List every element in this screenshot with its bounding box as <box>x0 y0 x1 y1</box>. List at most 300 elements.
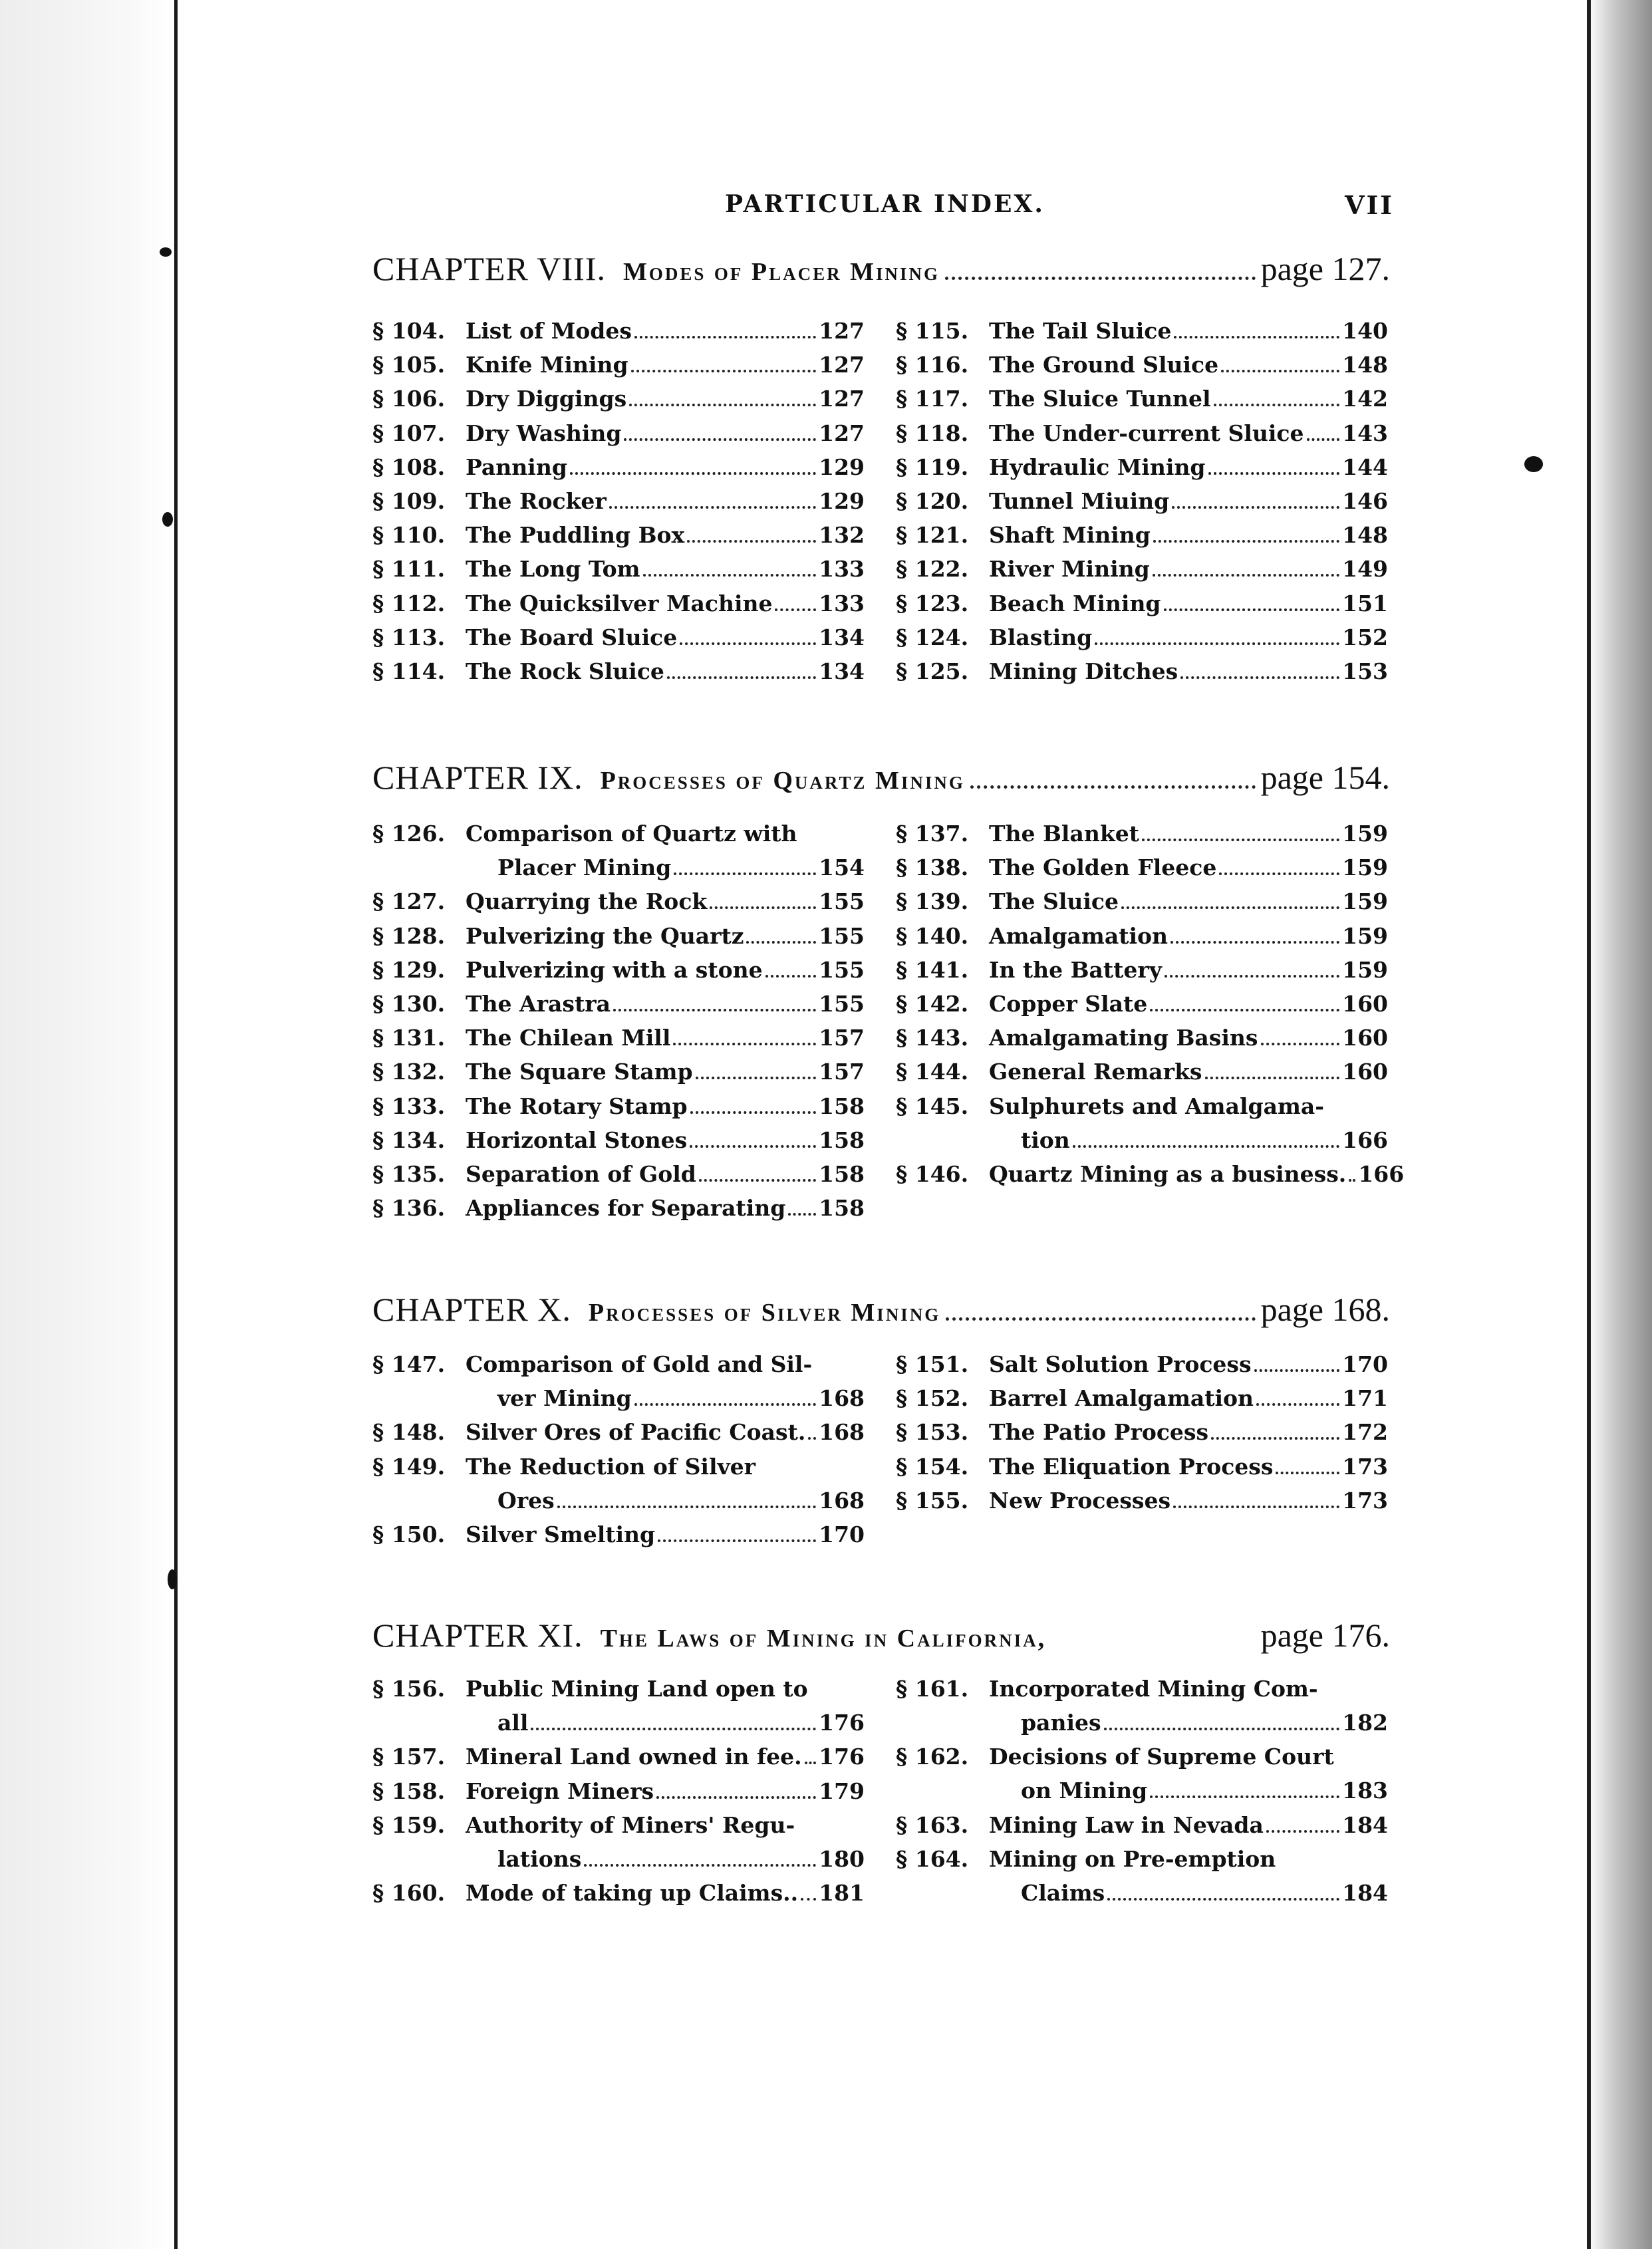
entry-title: The Puddling Box <box>466 522 685 549</box>
entry-body <box>989 923 1388 957</box>
entry-title: Shaft Mining <box>989 522 1151 549</box>
chapter-page-reference: page 176. <box>1260 1617 1390 1654</box>
chapter-label: CHAPTER IX. <box>372 759 583 796</box>
index-entry[interactable] <box>896 522 1388 556</box>
entry-title: The Patio Process <box>989 1419 1209 1446</box>
entry-body <box>466 1676 865 1744</box>
entry-line <box>466 591 865 624</box>
section-number: § 157. <box>372 1744 446 1770</box>
dot-leader <box>1221 370 1339 372</box>
entry-line <box>989 591 1388 624</box>
entry-title: Quartz Mining as a business. <box>989 1161 1347 1187</box>
index-entry[interactable] <box>896 386 1388 420</box>
entry-line <box>466 488 865 522</box>
entry-page-number: 166 <box>1358 1161 1405 1187</box>
entry-title: General Remarks <box>989 1059 1202 1085</box>
index-entry[interactable] <box>896 658 1388 692</box>
section-number: § 156. <box>372 1676 446 1702</box>
entry-page-number: 180 <box>819 1845 865 1872</box>
entry-page-number: 155 <box>819 888 865 915</box>
section-number: § 115. <box>896 318 969 344</box>
entry-page-number: 151 <box>1342 590 1388 616</box>
entry-page-number: 182 <box>1342 1710 1388 1736</box>
dot-leader <box>696 1077 816 1079</box>
index-entry[interactable] <box>896 1351 1388 1385</box>
index-entry[interactable] <box>896 923 1388 957</box>
entry-title: Amalgamation <box>989 922 1168 949</box>
index-entry[interactable] <box>372 991 865 1025</box>
entry-body <box>989 522 1388 556</box>
index-entry[interactable] <box>372 386 865 420</box>
entry-page-number: 181 <box>819 1880 865 1907</box>
entry-title: panies <box>1021 1710 1101 1736</box>
entry-title: Copper Slate <box>989 991 1148 1017</box>
index-entry[interactable] <box>896 1744 1388 1811</box>
entry-line <box>466 1093 865 1127</box>
entry-body <box>466 1059 865 1093</box>
index-entry[interactable] <box>896 1676 1388 1744</box>
entry-line <box>466 1880 865 1914</box>
dot-leader <box>1104 1728 1340 1730</box>
dot-leader <box>765 975 816 978</box>
entry-page-number: 158 <box>819 1161 865 1187</box>
entry-body <box>466 386 865 420</box>
entry-line <box>466 658 865 692</box>
index-entry[interactable] <box>372 454 865 488</box>
entry-page-number: 160 <box>1342 1025 1388 1051</box>
section-number: § 124. <box>896 624 969 650</box>
index-entry[interactable] <box>896 957 1388 991</box>
chapter-heading <box>372 758 1390 805</box>
entry-line <box>989 1744 1388 1778</box>
entry-title: on Mining <box>1021 1778 1148 1804</box>
section-number: § 120. <box>896 488 969 514</box>
index-entry[interactable] <box>896 454 1388 488</box>
entry-page-number: 168 <box>819 1419 865 1446</box>
entry-title: The Long Tom <box>466 556 640 583</box>
entry-page-number: 154 <box>819 855 865 880</box>
entry-title: The Rock Sluice <box>466 658 664 684</box>
entry-page-number: 142 <box>1342 386 1388 412</box>
entry-title: The Eliquation Process <box>989 1453 1274 1480</box>
entry-page-number: 170 <box>1342 1351 1388 1377</box>
entry-page-number: 134 <box>819 624 865 650</box>
index-entry[interactable] <box>896 624 1388 658</box>
entry-line <box>989 1676 1388 1710</box>
index-entry[interactable] <box>896 821 1388 855</box>
dot-leader <box>1254 1369 1340 1372</box>
index-entry[interactable] <box>896 420 1388 454</box>
section-number: § 136. <box>372 1195 446 1222</box>
entry-page-number: 148 <box>1342 352 1388 378</box>
entry-title: The Arastra <box>466 991 611 1017</box>
dot-leader <box>1142 839 1339 841</box>
section-number: § 104. <box>372 318 446 344</box>
entry-page-number: 127 <box>819 352 865 378</box>
dot-leader <box>557 1506 816 1508</box>
chapter-title: The Laws of Mining in California, <box>600 1625 1047 1653</box>
index-entry[interactable] <box>372 1127 865 1161</box>
entry-page-number: 166 <box>1342 1126 1388 1153</box>
entry-line <box>989 624 1388 658</box>
entry-line <box>989 556 1388 590</box>
ink-speck <box>162 512 173 527</box>
entry-title: Separation of Gold <box>466 1161 696 1187</box>
dot-leader <box>1261 1043 1340 1045</box>
entry-line <box>466 1744 865 1778</box>
dot-leader <box>1173 1506 1339 1508</box>
dot-leader <box>667 676 816 679</box>
index-entry[interactable] <box>896 1846 1388 1914</box>
entry-body <box>989 454 1388 488</box>
page-right-edge <box>1587 0 1591 2249</box>
chapter-label: CHAPTER XI. <box>372 1617 583 1654</box>
entry-line <box>466 454 865 488</box>
index-entry[interactable] <box>372 352 865 386</box>
entry-line <box>989 1093 1388 1127</box>
index-entry[interactable] <box>896 991 1388 1025</box>
entry-line <box>989 658 1388 692</box>
entry-body <box>466 821 865 888</box>
index-entry[interactable] <box>372 624 865 658</box>
index-entry[interactable] <box>372 522 865 556</box>
entry-page-number: 160 <box>1342 1059 1388 1085</box>
section-number: § 127. <box>372 888 446 915</box>
index-entry[interactable] <box>896 1419 1388 1453</box>
dot-leader <box>945 277 1256 280</box>
index-entry[interactable] <box>372 957 865 991</box>
entry-title: Beach Mining <box>989 590 1161 616</box>
dot-leader <box>1153 540 1339 543</box>
chapter-title: Processes of Silver Mining <box>588 1299 941 1327</box>
entry-body <box>989 821 1388 855</box>
entry-line <box>989 386 1388 420</box>
entry-body <box>989 658 1388 692</box>
index-entry[interactable] <box>372 1059 865 1093</box>
index-entry[interactable] <box>372 1419 865 1453</box>
entry-page-number: 158 <box>819 1195 865 1222</box>
entry-body <box>466 923 865 957</box>
section-number: § 109. <box>372 488 446 514</box>
entry-title: lations <box>497 1845 582 1872</box>
section-number: § 139. <box>896 888 969 915</box>
entry-line <box>989 352 1388 386</box>
entry-page-number: 157 <box>819 1025 865 1051</box>
entry-body <box>466 318 865 352</box>
entry-title: all <box>497 1710 529 1736</box>
index-entry[interactable] <box>896 855 1388 888</box>
entry-title: Horizontal Stones <box>466 1126 688 1153</box>
chapter-title-group <box>623 257 1261 287</box>
entry-page-number: 149 <box>1342 556 1388 583</box>
index-entry[interactable] <box>372 1195 865 1229</box>
entry-title: List of Modes <box>466 318 632 344</box>
entry-body <box>989 1488 1388 1521</box>
entry-page-number: 133 <box>819 590 865 616</box>
index-entry[interactable] <box>372 1454 865 1521</box>
index-entry[interactable] <box>372 591 865 624</box>
entry-line <box>989 1385 1388 1419</box>
entry-line <box>466 352 865 386</box>
entry-body <box>989 624 1388 658</box>
section-number: § 135. <box>372 1161 446 1187</box>
entry-body <box>466 352 865 386</box>
dot-leader <box>1219 872 1339 875</box>
entry-line <box>989 1059 1388 1093</box>
entry-title: New Processes <box>989 1487 1171 1514</box>
entry-title: Authority of Miners' Regu- <box>466 1811 795 1838</box>
entry-body <box>989 855 1388 888</box>
entry-body <box>989 556 1388 590</box>
entry-line <box>466 1351 865 1385</box>
chapter-title: Processes of Quartz Mining <box>600 767 965 795</box>
index-entry[interactable] <box>372 923 865 957</box>
index-entry[interactable] <box>896 1812 1388 1846</box>
section-number: § 122. <box>896 556 969 583</box>
section-number: § 123. <box>896 590 969 616</box>
index-entry[interactable] <box>372 1093 865 1127</box>
dot-leader <box>1208 472 1340 475</box>
entry-page-number: 155 <box>819 956 865 983</box>
entry-line <box>989 991 1388 1025</box>
index-entry[interactable] <box>372 888 865 922</box>
entry-body <box>466 1812 865 1880</box>
entry-title: Mining Ditches <box>989 658 1178 684</box>
entry-body <box>466 1778 865 1812</box>
entry-body <box>466 522 865 556</box>
entry-line <box>466 1778 865 1812</box>
section-number: § 117. <box>896 386 969 412</box>
entry-page-number: 160 <box>1342 991 1388 1017</box>
entry-line <box>466 1195 865 1229</box>
entry-line <box>989 1488 1388 1521</box>
ink-speck <box>168 1569 177 1589</box>
entry-title: The Chilean Mill <box>466 1025 671 1051</box>
entry-title: Mineral Land owned in fee. <box>466 1744 802 1770</box>
entry-body <box>466 1161 865 1195</box>
dot-leader <box>1095 642 1339 645</box>
dot-leader <box>801 1898 816 1901</box>
section-number: § 131. <box>372 1025 446 1051</box>
entry-body <box>466 591 865 624</box>
entry-line <box>466 1676 865 1710</box>
section-number: § 108. <box>372 454 446 480</box>
index-entry[interactable] <box>896 318 1388 352</box>
dot-leader <box>531 1728 816 1730</box>
index-entry[interactable] <box>896 352 1388 386</box>
entry-title: Knife Mining <box>466 352 628 378</box>
entry-body <box>989 1676 1388 1744</box>
index-entry[interactable] <box>372 488 865 522</box>
ink-speck <box>1524 456 1543 472</box>
entry-page-number: 159 <box>1342 821 1388 847</box>
index-entry[interactable] <box>372 1025 865 1059</box>
index-entry[interactable] <box>896 1025 1388 1059</box>
dot-leader <box>570 472 816 475</box>
dot-leader <box>1205 1077 1340 1079</box>
index-entry[interactable] <box>896 1093 1388 1161</box>
section-number: § 138. <box>896 855 969 881</box>
entry-page-number: 184 <box>1342 1880 1388 1906</box>
entry-line <box>466 1454 865 1488</box>
chapter-page-reference: page 127. <box>1260 250 1390 287</box>
chapter-page-reference: page 154. <box>1260 759 1390 796</box>
entry-title: Sulphurets and Amalgama- <box>989 1093 1324 1119</box>
running-header-title: PARTICULAR INDEX. <box>725 190 1045 218</box>
chapter-heading <box>372 1616 1390 1662</box>
section-number: § 111. <box>372 556 446 583</box>
entry-title: The Board Sluice <box>466 624 678 650</box>
entry-title: Amalgamating Basins <box>989 1025 1258 1051</box>
entry-line <box>989 420 1388 454</box>
section-number: § 144. <box>896 1059 969 1085</box>
dot-leader <box>680 642 816 645</box>
entry-body <box>989 1419 1388 1453</box>
entry-body <box>466 1419 865 1453</box>
entry-body <box>989 991 1388 1025</box>
index-entry[interactable] <box>372 658 865 692</box>
index-entry[interactable] <box>896 1454 1388 1488</box>
section-number: § 150. <box>372 1521 446 1547</box>
entry-title: The Quicksilver Machine <box>466 590 773 616</box>
section-number: § 146. <box>896 1161 969 1187</box>
index-entry[interactable] <box>896 1385 1388 1419</box>
section-number: § 125. <box>896 658 969 684</box>
section-number: § 128. <box>372 922 446 949</box>
section-number: § 155. <box>896 1487 969 1514</box>
index-entry[interactable] <box>372 420 865 454</box>
index-entry[interactable] <box>896 888 1388 922</box>
index-entry[interactable] <box>372 1676 865 1744</box>
chapter-title-group <box>601 1624 1261 1653</box>
index-entry[interactable] <box>896 488 1388 522</box>
entry-title: tion <box>1021 1126 1070 1153</box>
entry-title: The Tail Sluice <box>989 318 1172 344</box>
chapter-title-group <box>601 766 1261 796</box>
entry-body <box>989 318 1388 352</box>
entry-body <box>989 1846 1388 1914</box>
entry-title: Claims <box>1021 1880 1105 1906</box>
dot-leader <box>687 540 816 543</box>
entry-line <box>466 1488 865 1521</box>
entry-line <box>989 1846 1388 1880</box>
entry-page-number: 133 <box>819 556 865 583</box>
index-entry[interactable] <box>372 1744 865 1778</box>
entry-title: Silver Smelting <box>466 1521 656 1547</box>
dot-leader <box>690 1145 816 1148</box>
section-number: § 130. <box>372 991 446 1017</box>
section-number: § 133. <box>372 1093 446 1119</box>
section-number: § 118. <box>896 420 969 446</box>
entry-page-number: 157 <box>819 1059 865 1085</box>
section-number: § 152. <box>896 1385 969 1412</box>
chapter-title-group <box>589 1298 1261 1328</box>
index-entry[interactable] <box>372 1161 865 1195</box>
index-entry[interactable] <box>896 1059 1388 1093</box>
dot-leader <box>658 1539 816 1542</box>
entry-body <box>989 1454 1388 1488</box>
section-number: § 151. <box>896 1351 969 1377</box>
entry-body <box>989 888 1388 922</box>
chapter-heading <box>372 1290 1390 1337</box>
entry-title: The Square Stamp <box>466 1059 693 1085</box>
index-entry[interactable] <box>896 1161 1405 1195</box>
index-entry[interactable] <box>372 1880 865 1914</box>
index-entry[interactable] <box>896 556 1388 590</box>
section-number: § 158. <box>372 1778 446 1804</box>
entry-title: ver Mining <box>497 1385 632 1411</box>
index-entry[interactable] <box>372 1778 865 1812</box>
entry-page-number: 158 <box>819 1093 865 1119</box>
entry-line <box>466 1025 865 1059</box>
dot-leader <box>805 1762 816 1764</box>
dot-leader <box>656 1796 816 1799</box>
dot-leader <box>629 404 816 406</box>
dot-leader <box>1121 906 1339 909</box>
entry-line <box>989 1454 1388 1488</box>
index-entry[interactable] <box>372 1521 865 1555</box>
index-entry[interactable] <box>372 1351 865 1419</box>
dot-leader <box>699 1179 816 1182</box>
entry-title: Tunnel Miuing <box>989 488 1170 514</box>
entry-body <box>989 1812 1388 1846</box>
entry-body <box>466 488 865 522</box>
entry-title: Silver Ores of Pacific Coast. <box>466 1419 806 1446</box>
entry-page-number: 146 <box>1342 488 1388 514</box>
index-entry[interactable] <box>372 821 865 888</box>
entry-page-number: 168 <box>819 1385 865 1411</box>
entry-line <box>466 1385 865 1419</box>
entry-title: Barrel Amalgamation <box>989 1385 1254 1412</box>
entry-body <box>989 1351 1388 1385</box>
dot-leader <box>1150 1795 1339 1798</box>
entry-page-number: 176 <box>819 1710 865 1736</box>
dot-leader <box>1174 336 1339 338</box>
index-entry[interactable] <box>372 1812 865 1880</box>
entry-line <box>989 488 1388 522</box>
entry-body <box>466 624 865 658</box>
index-entry[interactable] <box>896 591 1388 624</box>
dot-leader <box>1150 1009 1339 1011</box>
entry-body <box>989 957 1388 991</box>
dot-leader <box>746 941 816 944</box>
index-entry[interactable] <box>372 318 865 352</box>
entry-body <box>466 1744 865 1778</box>
section-number: § 162. <box>896 1744 969 1770</box>
chapter-label: CHAPTER VIII. <box>372 250 606 287</box>
entry-line <box>466 991 865 1025</box>
section-number: § 113. <box>372 624 446 650</box>
entry-line <box>466 1127 865 1161</box>
entry-page-number: 170 <box>819 1521 865 1547</box>
entry-line <box>466 957 865 991</box>
index-entry[interactable] <box>372 556 865 590</box>
entry-title: The Under-current Sluice <box>989 420 1304 446</box>
entry-body <box>989 1161 1404 1195</box>
dot-leader <box>1180 676 1339 679</box>
dot-leader <box>1153 574 1339 577</box>
entry-page-number: 127 <box>819 420 865 446</box>
section-number: § 141. <box>896 956 969 983</box>
entry-title: Ores <box>497 1487 555 1514</box>
entry-line <box>989 522 1388 556</box>
entry-page-number: 155 <box>819 922 865 949</box>
index-entry[interactable] <box>896 1488 1388 1521</box>
entry-title: The Golden Fleece <box>989 855 1217 881</box>
dot-leader <box>1164 608 1340 611</box>
entry-line <box>466 522 865 556</box>
dot-leader <box>1307 438 1340 441</box>
